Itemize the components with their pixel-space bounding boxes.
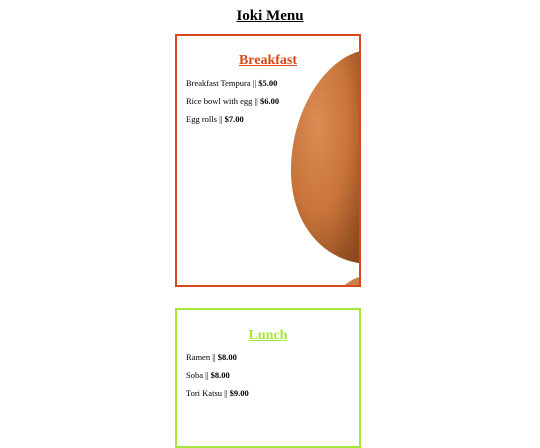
item-separator: || xyxy=(212,352,216,362)
egg-image xyxy=(287,40,361,287)
item-separator: || xyxy=(252,78,257,88)
list-item xyxy=(186,348,249,366)
item-name: Egg rolls xyxy=(186,114,217,124)
item-name: Soba xyxy=(186,370,203,380)
item-price: $5.00 xyxy=(258,78,278,88)
item-price: $9.00 xyxy=(229,388,249,398)
list-item xyxy=(186,366,249,384)
item-price: $8.00 xyxy=(217,352,237,362)
breakfast-items xyxy=(186,74,279,128)
page-title: Ioki Menu xyxy=(236,8,304,24)
item-name: Ramen xyxy=(186,352,211,362)
item-name: Rice bowl with egg xyxy=(186,96,253,106)
list-item xyxy=(186,74,279,92)
item-separator: || xyxy=(205,370,209,380)
list-item xyxy=(186,92,279,110)
egg-shadow xyxy=(343,276,361,287)
lunch-items xyxy=(186,348,249,402)
breakfast-card xyxy=(175,34,361,287)
item-separator: || xyxy=(254,96,258,106)
lunch-card xyxy=(175,308,361,448)
item-separator: || xyxy=(219,114,223,124)
item-price: $6.00 xyxy=(260,96,280,106)
item-name: Tori Katsu xyxy=(186,388,222,398)
item-name: Breakfast Tempura xyxy=(186,78,251,88)
list-item xyxy=(186,384,249,402)
lunch-heading: Lunch xyxy=(248,328,288,343)
list-item xyxy=(186,110,279,128)
item-price: $7.00 xyxy=(224,114,244,124)
item-price: $8.00 xyxy=(210,370,230,380)
item-separator: || xyxy=(224,388,228,398)
breakfast-heading: Breakfast xyxy=(238,53,298,68)
egg-texture xyxy=(291,50,361,264)
